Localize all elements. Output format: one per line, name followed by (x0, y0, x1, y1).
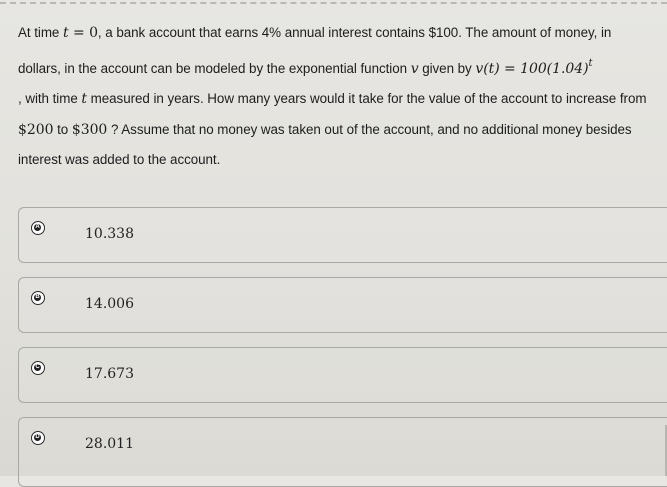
math-formula-exponent: t (588, 57, 593, 69)
choice-badge-d (31, 431, 45, 445)
amount-end: $300 (71, 121, 108, 138)
question-part: ? Assume that no money was taken out of the account, and no additional money besides interest was added to the account. (18, 121, 632, 167)
choice-value-b: 14.006 (85, 296, 134, 312)
choice-value-a: 10.338 (85, 226, 134, 242)
choice-letter-d: D (35, 434, 40, 440)
question-part: given by (418, 60, 476, 76)
question-part: measured in years. How many years would it take for the value of the account to increase from (86, 91, 647, 106)
question-part: to (53, 121, 72, 137)
choice-badge-c (31, 361, 45, 375)
answer-choice-b[interactable] (18, 277, 667, 333)
math-zero: 0 (89, 25, 98, 41)
answer-choice-c[interactable] (18, 347, 667, 403)
choice-value-d: 28.011 (85, 436, 134, 452)
question-part: At time (18, 25, 63, 40)
top-divider (0, 2, 667, 4)
choice-letter-c: C (35, 364, 40, 370)
answer-choice-d[interactable] (18, 417, 667, 487)
choice-letter-b: B (35, 294, 40, 300)
choice-letter-a: A (35, 224, 40, 230)
answer-choice-a[interactable] (18, 207, 667, 263)
math-equals: = (68, 25, 90, 41)
math-variable-t: t (81, 91, 87, 107)
amount-start: $200 (18, 121, 54, 138)
question-text (18, 18, 654, 176)
question-part: , a bank account that earns 4% annual interest contains $100. The amount of money, in dollars, in the account can be modeled by the exponential function (18, 25, 612, 76)
choice-badge-a (31, 221, 45, 235)
math-variable-t: t (63, 25, 69, 41)
math-variable-v: v (410, 60, 419, 77)
math-formula: v(t) = 100(1.04) (475, 60, 589, 77)
choice-value-c: 17.673 (85, 366, 134, 382)
question-part: , with time (18, 91, 82, 106)
choice-badge-b (31, 291, 45, 305)
